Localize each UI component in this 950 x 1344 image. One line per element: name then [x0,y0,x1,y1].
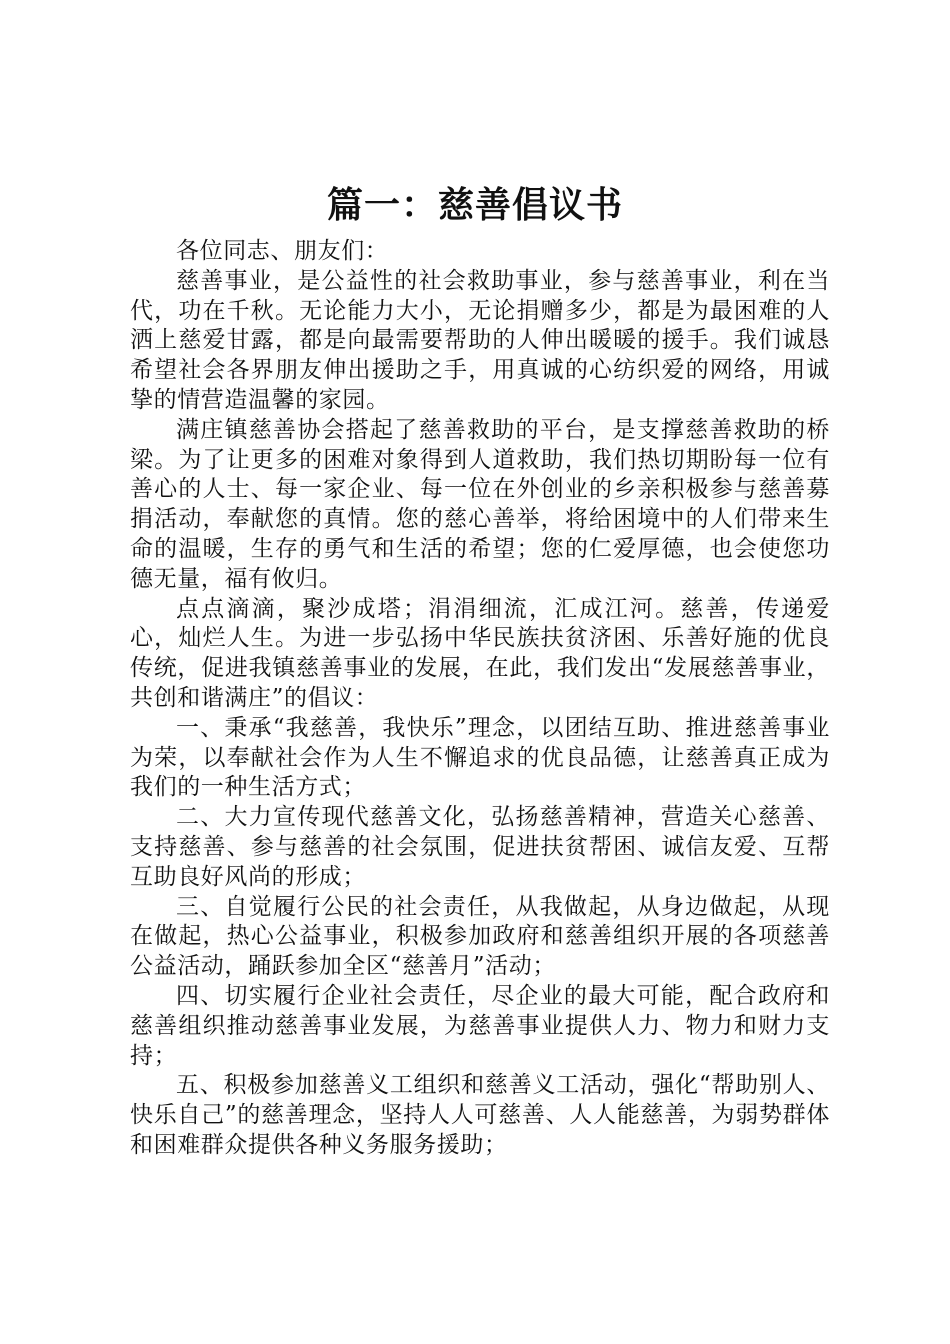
greeting: 各位同志、朋友们： [176,238,389,264]
document-title: 篇一：慈善倡议书 [326,185,623,226]
document-body [130,237,830,1161]
paragraph-item-5: 五、积极参加慈善义工组织和慈善义工活动，强化“帮助别人、快乐自己”的慈善理念，坚持人人可慈善、人人能慈善，为弱势群体和困难群众提供各种义务服务援助； [130,1072,830,1158]
paragraph-item-3: 三、自觉履行公民的社会责任，从我做起，从身边做起，从现在做起，热心公益事业，积极参加政府和慈善组织开展的各项慈善公益活动，踊跃参加全区“慈善月”活动； [130,893,830,980]
paragraph-item-2: 二、大力宣传现代慈善文化，弘扬慈善精神，营造关心慈善、支持慈善、参与慈善的社会氛围，促进扶贫帮困、诚信友爱、互帮互助良好风尚的形成； [130,804,830,890]
paragraph-initiative: 点点滴滴，聚沙成塔；涓涓细流，汇成江河。慈善，传递爱心，灿烂人生。为进一步弘扬中华民族扶贫济困、乐善好施的优良传统，促进我镇慈善事业的发展，在此，我们发出“发展慈善事业，共创和谐满庄”的倡议： [130,595,830,711]
paragraph-association: 满庄镇慈善协会搭起了慈善救助的平台，是支撑慈善救助的桥梁。为了让更多的困难对象得到人道救助，我们热切期盼每一位有善心的人士、每一家企业、每一位在外创业的乡亲积极参与慈善募捐活动，奉献您的真情。您的慈心善举，将给困境中的人们带来生命的温暖，生存的勇气和生活的希望；您的仁爱厚德，也会使您功德无量，福有攸归。 [130,416,830,592]
paragraph-item-4: 四、切实履行企业社会责任，尽企业的最大可能，配合政府和慈善组织推动慈善事业发展，为慈善事业提供人力、物力和财力支持； [130,982,830,1069]
paragraph-item-1: 一、秉承“我慈善，我快乐”理念，以团结互助、推进慈善事业为荣，以奉献社会作为人生不懈追求的优良品德，让慈善真正成为我们的一种生活方式； [130,714,830,801]
paragraph-intro: 慈善事业，是公益性的社会救助事业，参与慈善事业，利在当代，功在千秋。无论能力大小，无论捐赠多少，都是为最困难的人洒上慈爱甘露，都是向最需要帮助的人伸出暖暖的援手。我们诚恳希望社会各界朋友伸出援助之手，用真诚的心纺织爱的网络，用诚挚的情营造温馨的家园。 [130,267,830,413]
